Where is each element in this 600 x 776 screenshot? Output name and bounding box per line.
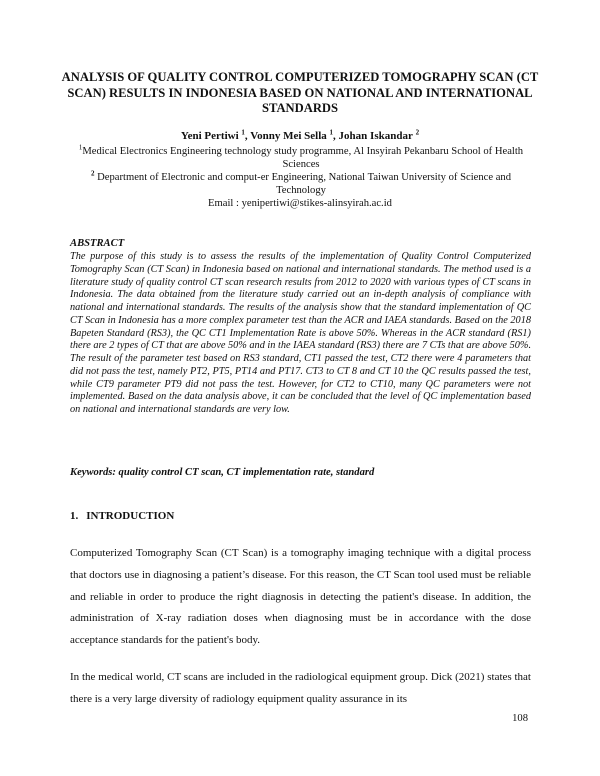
abstract-heading: ABSTRACT	[70, 238, 125, 249]
author-list	[60, 130, 540, 143]
affiliation-2	[66, 171, 536, 197]
author-separator: ,	[333, 130, 339, 142]
author-name: Yeni Pertiwi	[180, 130, 239, 142]
author-separator: ,	[244, 130, 251, 142]
affiliation-text: Department of Electronic and comput-er Engineering, National Taiwan University of Science and Technology	[94, 172, 511, 196]
paper-title: ANALYSIS OF QUALITY CONTROL COMPUTERIZED TOMOGRAPHY SCAN (CT SCAN) RESULTS IN INDONESIA BASED ON NATIONAL AND INTERNATIONAL STANDARDS	[61, 70, 539, 115]
author-email: Email : yenipertiwi@stikes-alinsyirah.ac.id	[208, 198, 392, 209]
page-number: 108	[512, 713, 528, 724]
author-name: Vonny Mei Sella	[250, 130, 327, 142]
section-title: INTRODUCTION	[86, 510, 175, 522]
affiliation-text: Medical Electronics Engineering technology study programme, Al Insyirah Pekanbaru School of Health Sciences	[82, 146, 524, 170]
body-paragraph: Computerized Tomography Scan (CT Scan) is a tomography imaging technique with a digital process that doctors use in diagnosing a patient’s disease. For this reason, the CT Scan tool used must be reliable and reliable in order to produce the right diagnosis in detecting the patient's disease. In addition, the administration of X-ray radiation doses when diagnosing must be in accordance with the dose acceptance standards for the patient's body.	[70, 547, 531, 647]
author-affiliation-mark: 1	[241, 128, 245, 137]
section-number: 1.	[70, 510, 79, 522]
affiliation-mark: 2	[91, 169, 95, 178]
affiliation-mark: 1	[78, 143, 83, 152]
affiliation-1	[66, 145, 536, 171]
abstract-body: The purpose of this study is to assess the results of the implementation of Quality Control Computerized Tomography Scan (CT Scan) in Indonesia based on national and international standards. The method used is a literature study of quality control CT scan research results from 2012 to 2020 with various types of CT scans in Indonesia. The data obtained from the literature study carried out an in-depth analysis of compliance with national and international standards. The results of the analysis show that the standard implementation of QC CT Scan in Indonesia has a more complex parameter test than the ACR and IAEA standards. Based on the 2018 Bapeten Standard (RS3), the QC CT1 Implementation Rate is above 50%. Whereas in the ACR standard (RS1) there are 2 types of CT that are above 50% and in the IAEA standard (RS3) there are 7 CTs that are above 50%. The result of the parameter test based on RS3 standard, CT1 passed the test, CT2 there were 4 parameters that did not pass the test, namely PT2, PT5, PT14 and PT17. CT3 to CT 8 and CT 10 the QC results passed the test, while CT9 parameter PT9 did not pass the test. However, for CT2 to CT10, many QC parameters were not implemented. Based on the data analysis above, it can be concluded that the level of QC implementation based on national and international standards are very low.	[70, 251, 532, 415]
author-affiliation-mark: 2	[415, 128, 420, 137]
keywords: Keywords: quality control CT scan, CT implementation rate, standard	[70, 467, 375, 478]
author-affiliation-mark: 1	[329, 128, 334, 137]
author-name: Johan Iskandar	[338, 130, 413, 142]
body-paragraph: In the medical world, CT scans are included in the radiological equipment group. Dick (2021) states that there is a very large diversity of radiology equipment quality assurance in its	[70, 671, 531, 705]
section-heading	[70, 510, 182, 522]
